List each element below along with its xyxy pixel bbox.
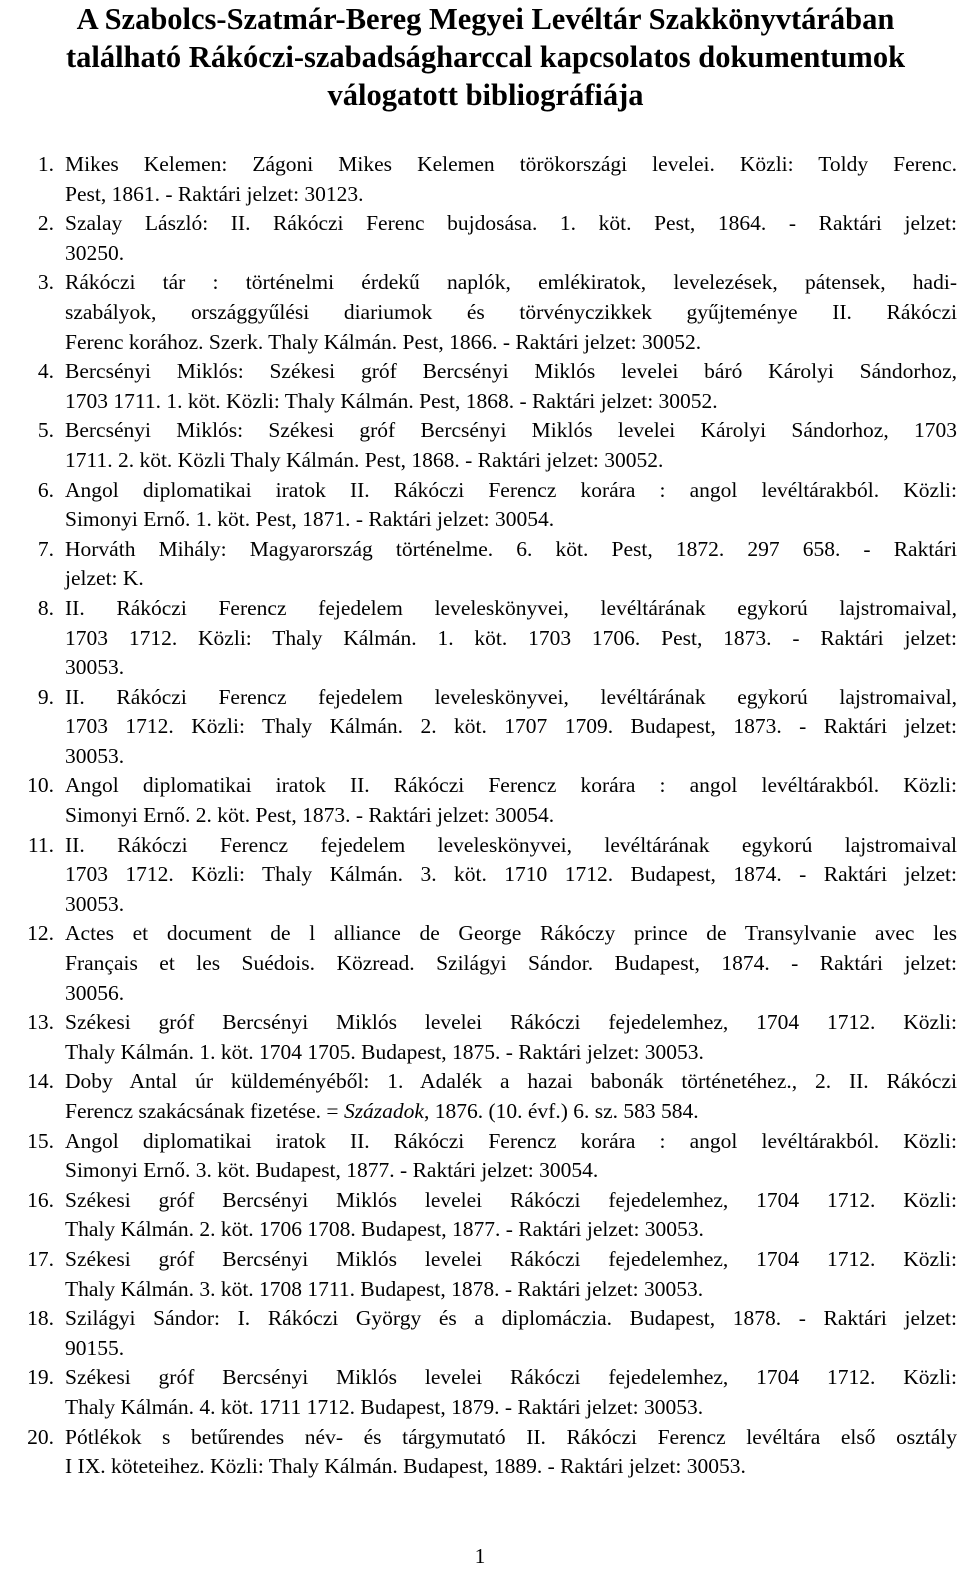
entry-line: 1703 1711. 1. köt. Közli: Thaly Kálmán. Pest, 1868. - Raktári jelzet: 30052. [65, 388, 718, 413]
entry-line: Rákóczi tár : történelmi érdekű naplók, emlékiratok, levelezések, pátensek, hadi- [65, 270, 957, 295]
entry-line: Horváth Mihály: Magyarország történelme. 6. köt. Pest, 1872. 297 658. - Raktári [65, 536, 957, 561]
entry-number: 12. [27, 921, 54, 946]
entry-line: Bercsényi Miklós: Székesi gróf Bercsényi Miklós levelei báró Károlyi Sándorhoz, [65, 359, 957, 384]
bibliography-entry [0, 1008, 960, 1067]
entry-text [65, 1067, 957, 1126]
entry-line: Székesi gróf Bercsényi Miklós levelei Rákóczi fejedelemhez, 1704 1712. Közli: [65, 1187, 957, 1212]
entry-line: Angol diplomatikai iratok II. Rákóczi Ferencz korára : angol levéltárakból. Közli: [65, 1128, 957, 1153]
bibliography-entry [0, 535, 960, 594]
bibliography-entry [0, 594, 960, 683]
bibliography-entry [0, 357, 960, 416]
bibliography-entry [0, 1304, 960, 1363]
entry-line: 30053. [65, 891, 125, 916]
entry-number: 15. [27, 1128, 54, 1153]
entry-line: Simonyi Ernő. 3. köt. Budapest, 1877. - Raktári jelzet: 30054. [65, 1158, 599, 1183]
entry-text [65, 357, 957, 416]
entry-number: 8. [37, 595, 54, 620]
entry-line: 1703 1712. Közli: Thaly Kálmán. 3. köt. 1710 1712. Budapest, 1874. - Raktári jelzet: [65, 862, 957, 887]
title-line: válogatott bibliográfiája [327, 78, 644, 112]
entry-line: Angol diplomatikai iratok II. Rákóczi Ferencz korára : angol levéltárakból. Közli: [65, 477, 957, 502]
entry-line: Szalay László: II. Rákóczi Ferenc bujdosása. 1. köt. Pest, 1864. - Raktári jelzet: [65, 211, 957, 236]
entry-number: 16. [27, 1187, 54, 1212]
entry-text [65, 831, 957, 920]
entry-number: 1. [37, 152, 54, 176]
entry-number: 17. [27, 1246, 54, 1271]
bibliography-entry [0, 1067, 960, 1126]
entry-text [65, 594, 957, 683]
entry-number: 19. [27, 1365, 54, 1390]
entry-line: 1703 1712. Közli: Thaly Kálmán. 1. köt. 1703 1706. Pest, 1873. - Raktári jelzet: [65, 625, 957, 650]
entry-text [65, 476, 957, 535]
entry-line: Angol diplomatikai iratok II. Rákóczi Ferencz korára : angol levéltárakból. Közli: [65, 773, 957, 798]
entry-line: 30056. [65, 980, 125, 1005]
entry-text [65, 1186, 957, 1245]
entry-line: Pest, 1861. - Raktári jelzet: 30123. [65, 181, 364, 206]
entry-line-text: Ferencz szakácsának fizetése. = [65, 1099, 344, 1123]
entry-line: 1711. 2. köt. Közli Thaly Kálmán. Pest, 1868. - Raktári jelzet: 30052. [65, 447, 664, 472]
entry-line: I IX. köteteihez. Közli: Thaly Kálmán. Budapest, 1889. - Raktári jelzet: 30053. [65, 1454, 746, 1479]
entry-line [65, 1097, 957, 1127]
entry-line: Székesi gróf Bercsényi Miklós levelei Rákóczi fejedelemhez, 1704 1712. Közli: [65, 1246, 957, 1271]
entry-line: 30053. [65, 743, 125, 768]
entry-text [65, 1245, 957, 1304]
entry-line: Székesi gróf Bercsényi Miklós levelei Rákóczi fejedelemhez, 1704 1712. Közli: [65, 1010, 957, 1035]
entry-number: 3. [37, 270, 54, 295]
entry-line: 90155. [65, 1335, 125, 1360]
bibliography-entry [0, 771, 960, 830]
entry-text [65, 1363, 957, 1422]
bibliography-entry [0, 1245, 960, 1304]
entry-text [65, 919, 957, 1008]
entry-line: II. Rákóczi Ferencz fejedelem leveleskönyvei, levéltárának egykorú lajstromaival, [65, 595, 957, 620]
entry-line: Bercsényi Miklós: Székesi gróf Bercsényi Miklós levelei Károlyi Sándorhoz, 1703 [65, 418, 957, 443]
entry-text [65, 150, 957, 209]
entry-text [65, 1423, 957, 1482]
entry-number: 9. [37, 684, 54, 709]
entry-text [65, 416, 957, 475]
entry-line: Pótlékok s betűrendes név- és tárgymutató II. Rákóczi Ferencz levéltára első osztály [65, 1424, 957, 1449]
bibliography-entry [0, 150, 960, 209]
entry-line: Français et les Suédois. Közread. Szilágyi Sándor. Budapest, 1874. - Raktári jelzet: [65, 951, 957, 976]
bibliography-entry [0, 209, 960, 268]
bibliography-entry [0, 1186, 960, 1245]
entry-line: Ferenc korához. Szerk. Thaly Kálmán. Pest, 1866. - Raktári jelzet: 30052. [65, 329, 702, 354]
entry-line: jelzet: K. [65, 566, 144, 591]
bibliography-entry [0, 1363, 960, 1422]
entry-number: 11. [27, 832, 54, 857]
entry-line: 30250. [65, 240, 125, 265]
entry-line: 30053. [65, 655, 125, 680]
page-number: 1 [474, 1544, 486, 1568]
entry-line: Mikes Kelemen: Zágoni Mikes Kelemen törökországi levelei. Közli: Toldy Ferenc. [65, 152, 957, 176]
entry-number: 18. [27, 1306, 54, 1331]
bibliography-list [0, 150, 960, 1482]
entry-line: Simonyi Ernő. 1. köt. Pest, 1871. - Raktári jelzet: 30054. [65, 507, 555, 532]
entry-number: 14. [27, 1069, 54, 1094]
entry-line-text: , 1876. (10. évf.) 6. sz. 583 584. [423, 1099, 699, 1123]
entry-text [65, 1127, 957, 1186]
entry-line: 1703 1712. Közli: Thaly Kálmán. 2. köt. 1707 1709. Budapest, 1873. - Raktári jelzet: [65, 714, 957, 739]
bibliography-entry [0, 919, 960, 1008]
entry-text [65, 268, 957, 357]
bibliography-entry [0, 683, 960, 772]
entry-line: II. Rákóczi Ferencz fejedelem leveleskönyvei, levéltárának egykorú lajstromaival, [65, 684, 957, 709]
entry-number: 4. [37, 359, 54, 384]
entry-line: Szilágyi Sándor: I. Rákóczi György és a diplomáczia. Budapest, 1878. - Raktári jelzet: [65, 1306, 957, 1331]
entry-text [65, 1008, 957, 1067]
entry-line: Thaly Kálmán. 4. köt. 1711 1712. Budapest, 1879. - Raktári jelzet: 30053. [65, 1394, 704, 1419]
bibliography-entry [0, 416, 960, 475]
entry-number: 20. [27, 1424, 54, 1449]
entry-line: II. Rákóczi Ferencz fejedelem leveleskönyvei, levéltárának egykorú lajstromaival [65, 832, 957, 857]
entry-number: 7. [37, 536, 54, 561]
entry-number: 13. [27, 1010, 54, 1035]
bibliography-entry [0, 1423, 960, 1482]
bibliography-entry [0, 476, 960, 535]
entry-text [65, 771, 957, 830]
bibliography-entry [0, 831, 960, 920]
entry-text [65, 535, 957, 594]
entry-line: Actes et document de l alliance de George Rákóczy prince de Transylvanie avec les [65, 921, 957, 946]
entry-line: Simonyi Ernő. 2. köt. Pest, 1873. - Raktári jelzet: 30054. [65, 803, 555, 828]
document-title [18, 0, 953, 114]
entry-line: szabályok, országgyűlési diariumok és törvényczikkek gyűjteménye II. Rákóczi [65, 299, 957, 324]
entry-line: Thaly Kálmán. 2. köt. 1706 1708. Budapest, 1877. - Raktári jelzet: 30053. [65, 1217, 704, 1242]
bibliography-entry [0, 268, 960, 357]
entry-number: 2. [37, 211, 54, 236]
entry-number: 10. [27, 773, 54, 798]
entry-line: Thaly Kálmán. 3. köt. 1708 1711. Budapest, 1878. - Raktári jelzet: 30053. [65, 1276, 704, 1301]
entry-text [65, 683, 957, 772]
entry-number: 6. [37, 477, 54, 502]
title-line: található Rákóczi-szabadságharccal kapcsolatos dokumentumok [65, 40, 906, 74]
entry-text [65, 1304, 957, 1363]
journal-title: Századok [343, 1099, 424, 1123]
entry-line: Doby Antal úr küldeményéből: 1. Adalék a hazai babonák történetéhez., 2. II. Rákóczi [65, 1069, 957, 1094]
title-line: A Szabolcs-Szatmár-Bereg Megyei Levéltár Szakkönyvtárában [76, 2, 895, 36]
entry-number: 5. [37, 418, 54, 443]
entry-line: Thaly Kálmán. 1. köt. 1704 1705. Budapest, 1875. - Raktári jelzet: 30053. [65, 1039, 704, 1064]
bibliography-entry [0, 1127, 960, 1186]
entry-line: Székesi gróf Bercsényi Miklós levelei Rákóczi fejedelemhez, 1704 1712. Közli: [65, 1365, 957, 1390]
entry-text [65, 209, 957, 268]
